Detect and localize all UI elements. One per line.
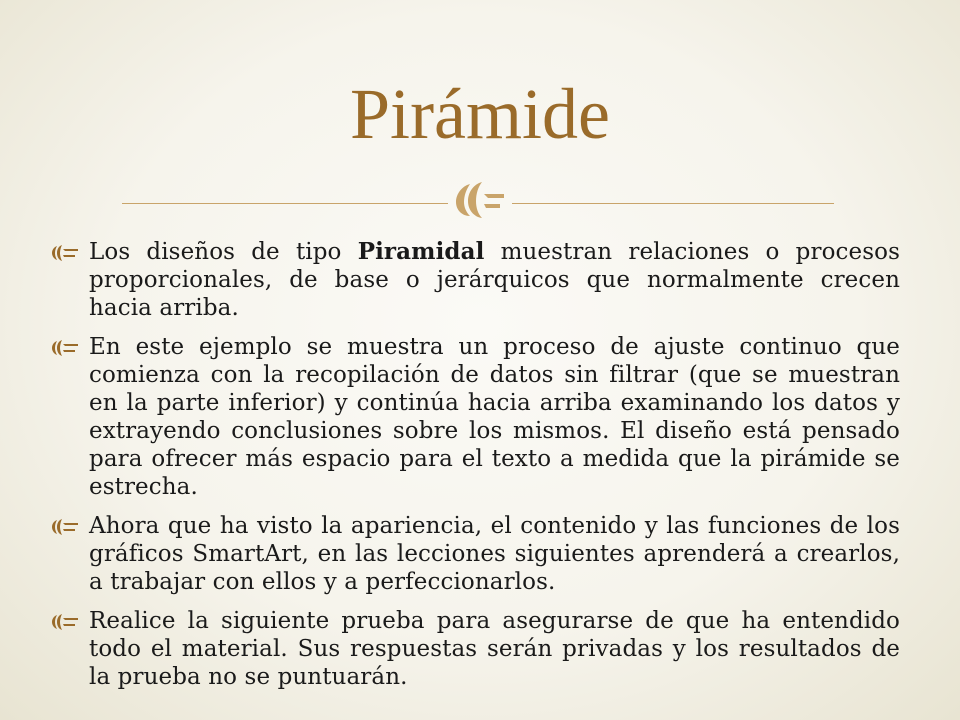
- bullet-item: [48, 512, 900, 596]
- slide-body: [48, 238, 900, 702]
- bullet-text: En este ejemplo se muestra un proceso de ajuste continuo que comienza con la recopilación de datos sin filtrar (que se muestran en la parte inferior) y continúa hacia arriba examinando los datos y extrayendo conclusiones sobre los mismos. El diseño está pensado para ofrecer más espacio para el texto a medida que la pirámide se estrecha.: [89, 334, 900, 500]
- title-divider-right: [512, 203, 834, 204]
- bullet-ornament-icon: [51, 518, 81, 536]
- bullet-item: [48, 238, 900, 322]
- title-divider-left: [122, 203, 448, 204]
- bullet-list: [48, 238, 900, 691]
- bullet-text-post: muestran relaciones o procesos proporcionales, de base o jerárquicos que normalmente crecen hacia arriba.: [89, 239, 900, 321]
- bullet-ornament-icon: [51, 244, 81, 262]
- bullet-item: [48, 607, 900, 691]
- slide-title: Pirámide: [350, 74, 610, 154]
- ornament-icon: [448, 176, 512, 224]
- bullet-item: [48, 333, 900, 501]
- bullet-text: Ahora que ha visto la apariencia, el contenido y las funciones de los gráficos SmartArt, en las lecciones siguientes aprenderá a crearlos, a trabajar con ellos y a perfeccionarlos.: [89, 513, 900, 595]
- bullet-text-pre: Los diseños de tipo: [89, 239, 358, 265]
- bullet-text-bold: Piramidal: [357, 238, 485, 265]
- bullet-ornament-icon: [51, 613, 81, 631]
- bullet-ornament-icon: [51, 339, 81, 357]
- bullet-text: Realice la siguiente prueba para asegurarse de que ha entendido todo el material. Sus respuestas serán privadas y los resultados de la prueba no se puntuarán.: [89, 608, 900, 690]
